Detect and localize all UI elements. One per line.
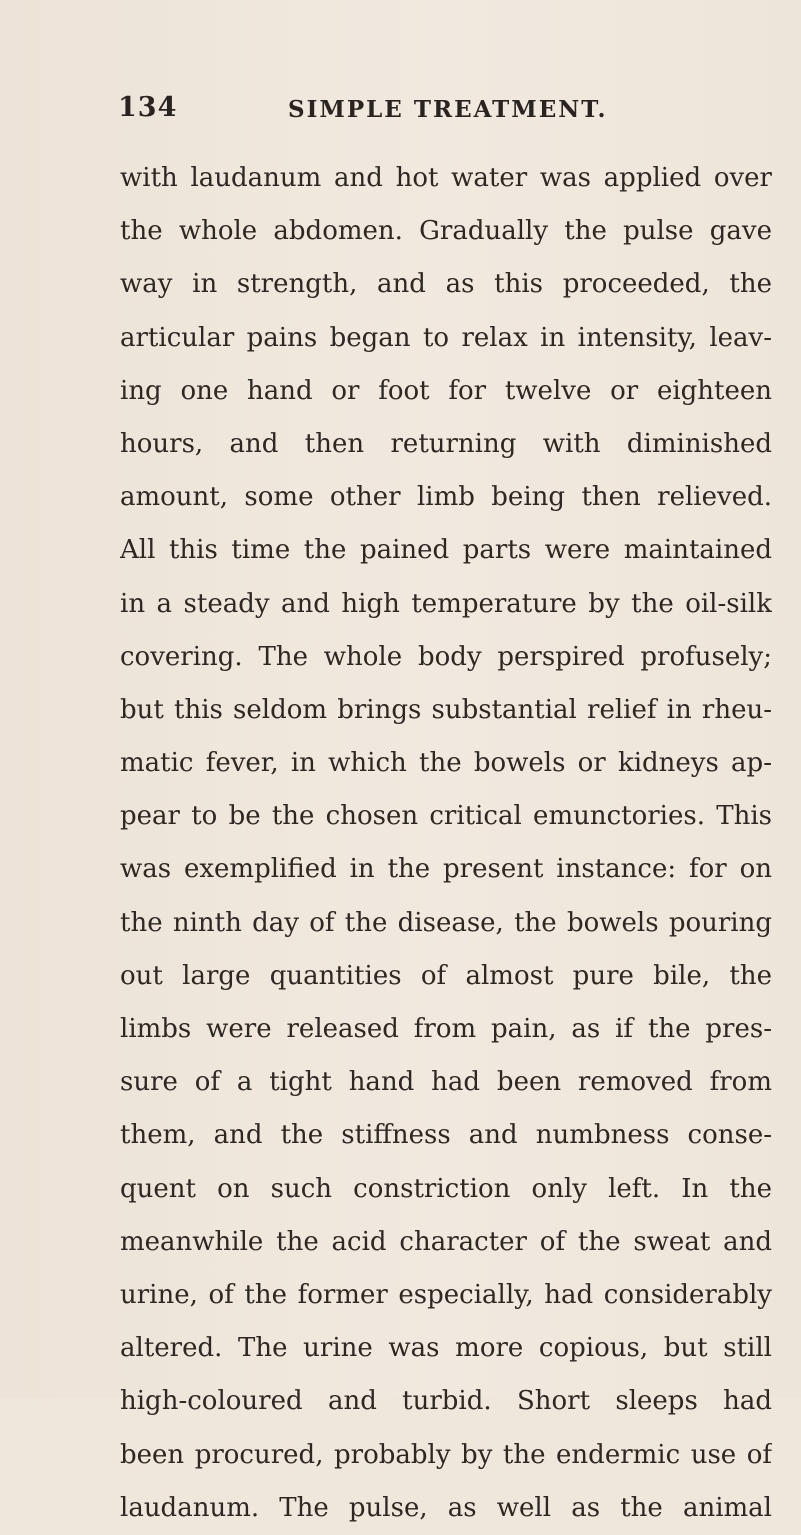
page-number: 134 xyxy=(118,92,178,123)
text-line: the ninth day of the disease, the bowels pouring xyxy=(120,907,772,938)
text-line: sure of a tight hand had been removed from xyxy=(120,1067,772,1098)
text-line: limbs were released from pain, as if the pres- xyxy=(120,1014,772,1044)
text-line: but this seldom brings substantial relief in rheu- xyxy=(120,694,772,725)
text-line: quent on such constriction only left. In the xyxy=(120,1173,772,1204)
text-line: out large quantities of almost pure bile, the xyxy=(120,960,772,991)
running-title: SIMPLE TREATMENT. xyxy=(288,96,608,123)
text-line: meanwhile the acid character of the sweat and xyxy=(120,1226,772,1257)
text-line: articular pains began to relax in intensity, leav- xyxy=(120,322,772,353)
text-line: All this time the pained parts were maintained xyxy=(120,535,772,566)
text-line: with laudanum and hot water was applied over xyxy=(120,163,772,193)
text-line: urine, of the former especially, had considerably xyxy=(120,1279,772,1310)
text-line: covering. The whole body perspired profusely; xyxy=(120,641,772,672)
text-line: laudanum. The pulse, as well as the animal xyxy=(120,1492,772,1523)
text-line: the whole abdomen. Gradually the pulse gave xyxy=(120,216,772,247)
body-text xyxy=(120,152,772,1535)
text-line: in a steady and high temperature by the oil-silk xyxy=(120,588,772,619)
text-line: pear to be the chosen critical emunctories. This xyxy=(120,801,772,832)
text-line: matic fever, in which the bowels or kidneys ap- xyxy=(120,748,772,779)
running-head xyxy=(118,92,778,132)
text-line: ing one hand or foot for twelve or eighteen xyxy=(120,375,772,406)
text-line: high-coloured and turbid. Short sleeps had xyxy=(120,1386,772,1417)
text-line: was exemplified in the present instance: for on xyxy=(120,854,772,885)
text-line: altered. The urine was more copious, but still xyxy=(120,1333,772,1364)
text-line: been procured, probably by the endermic use of xyxy=(120,1439,772,1470)
text-line: amount, some other limb being then relieved. xyxy=(120,482,772,513)
text-line: way in strength, and as this proceeded, the xyxy=(120,269,772,300)
text-line: them, and the stiffness and numbness conse- xyxy=(120,1120,772,1151)
text-line: hours, and then returning with diminished xyxy=(120,428,772,459)
